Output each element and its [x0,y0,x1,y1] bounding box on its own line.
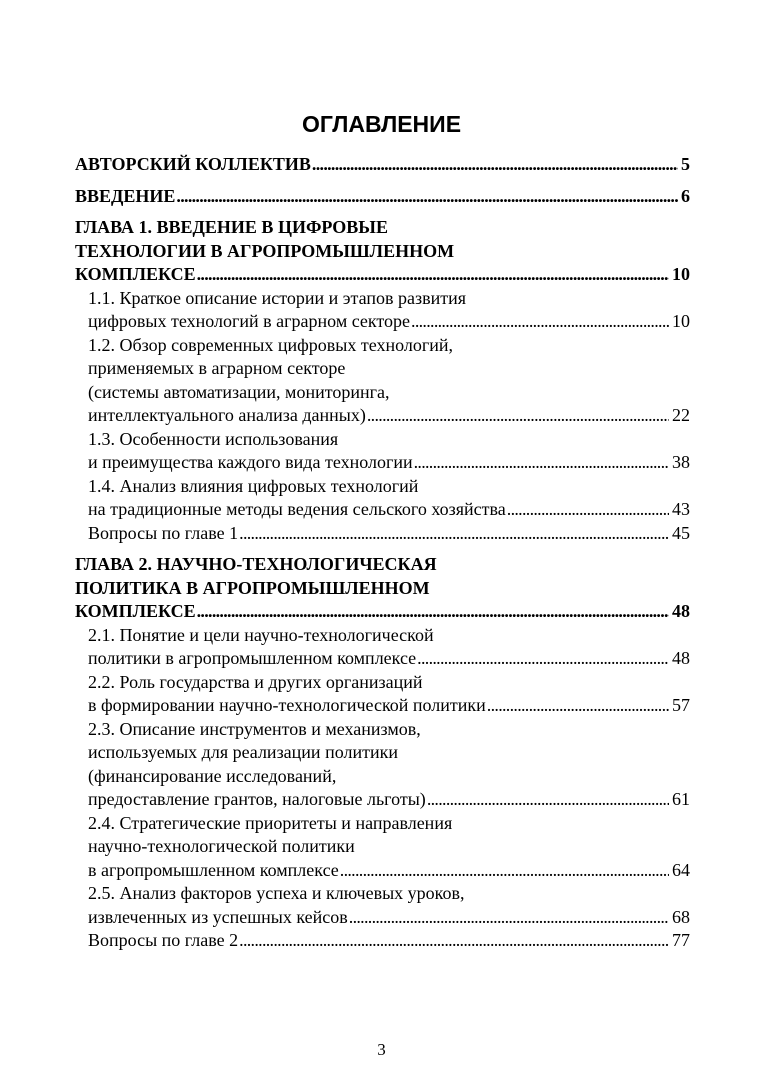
toc-entry-chapter[interactable] [75,185,690,209]
dot-leader [507,498,669,522]
toc-entry-title-line: в агропромышленном комплексе [88,859,339,880]
toc-entry-title-line: 2.2. Роль государства и других организаций [88,671,423,692]
dot-leader [487,694,669,718]
toc-entry-section[interactable] [75,475,690,522]
toc-entry-page-number: 43 [672,499,690,519]
toc-entry-title-line: Вопросы по главе 1 [88,522,239,543]
toc-entry-title-line: КОМПЛЕКСЕ [75,601,196,621]
toc-entry-page-number: 22 [672,405,690,425]
toc-entry-section[interactable] [75,624,690,671]
toc-entry-title-line: ПОЛИТИКА В АГРОПРОМЫШЛЕННОМ [75,577,430,598]
toc-entry-title-line: 2.4. Стратегические приоритеты и направления [88,812,453,833]
toc-entry-title-line: ВВЕДЕНИЕ [75,185,176,206]
dot-leader [411,310,669,334]
table-of-contents [75,149,690,953]
toc-entry-title-line: и преимущества каждого вида технологии [88,452,413,472]
toc-entry-page-number: 61 [672,789,690,809]
toc-entry-title-line: используемых для реализации политики [88,742,398,762]
toc-entry-title-line: 2.1. Понятие и цели научно-технологической [88,624,434,645]
toc-entry-q[interactable] [75,929,690,953]
toc-entry-page-number: 57 [672,695,690,715]
dot-leader [197,263,669,287]
page-title: ОГЛАВЛЕНИЕ [301,111,462,137]
toc-entry-title-line: интеллектуального анализа данных) [88,405,366,425]
toc-entry-page-number: 45 [672,522,690,543]
toc-entry-page-number: 10 [672,264,690,284]
toc-entry-title-line: применяемых в аграрном секторе [88,358,346,378]
dot-leader [176,185,678,209]
page-number: 3 [377,1040,386,1059]
toc-entry-title-line: ГЛАВА 1. ВВЕДЕНИЕ В ЦИФРОВЫЕ [75,217,388,237]
toc-entry-title-line: 1.4. Анализ влияния цифровых технологий [88,475,419,496]
toc-entry-page-number: 64 [672,859,690,880]
toc-entry-title-line: цифровых технологий в аграрном секторе [88,311,411,331]
toc-entry-page-number: 77 [672,930,690,950]
toc-entry-title-line: Вопросы по главе 2 [88,930,239,950]
toc-entry-title-line: в формировании научно-технологической политики [88,695,486,715]
toc-entry-title-line: предоставление грантов, налоговые льготы) [88,789,426,809]
toc-entry-page-number: 48 [672,648,690,668]
toc-entry-title-line: КОМПЛЕКСЕ [75,264,196,284]
toc-entry-page-number: 38 [672,452,690,472]
toc-entry-title-line: 1.3. Особенности использования [88,428,339,449]
toc-entry-chapter[interactable] [75,216,690,287]
toc-entry-section[interactable] [75,428,690,475]
toc-entry-title-line: 1.2. Обзор современных цифровых технологий, [88,334,454,355]
toc-entry-page-number: 6 [681,185,690,206]
dot-leader [417,647,669,671]
dot-leader [367,404,669,428]
toc-entry-section[interactable] [75,812,690,883]
toc-entry-page-number: 68 [672,906,690,927]
toc-entry-section[interactable] [75,718,690,812]
toc-entry-title-line: АВТОРСКИЙ КОЛЛЕКТИВ [75,154,311,174]
dot-leader [340,859,669,883]
toc-entry-section[interactable] [75,287,690,334]
toc-entry-page-number: 48 [672,601,690,621]
toc-entry-page-number: 5 [681,154,690,174]
toc-entry-chapter[interactable] [75,153,690,177]
toc-entry-section[interactable] [75,671,690,718]
toc-entry-title-line: (системы автоматизации, мониторинга, [88,381,390,402]
toc-entry-title-line: 1.1. Краткое описание истории и этапов развития [88,287,467,308]
toc-entry-title-line: на традиционные методы ведения сельского хозяйства [88,499,506,519]
toc-entry-title-line: научно-технологической политики [88,836,355,856]
toc-entry-section[interactable] [75,334,690,428]
dot-leader [349,906,669,930]
toc-entry-title-line: 2.3. Описание инструментов и механизмов, [88,718,421,739]
dot-leader [427,788,669,812]
dot-leader [239,929,669,953]
toc-entry-title-line: ГЛАВА 2. НАУЧНО-ТЕХНОЛОГИЧЕСКАЯ [75,554,437,574]
toc-entry-section[interactable] [75,882,690,929]
toc-entry-page-number: 10 [672,311,690,331]
toc-entry-title-line: извлеченных из успешных кейсов [88,906,348,927]
toc-entry-title-line: ТЕХНОЛОГИИ В АГРОПРОМЫШЛЕННОМ [75,240,455,261]
dot-leader [312,153,678,177]
dot-leader [197,600,669,624]
dot-leader [414,451,669,475]
toc-entry-title-line: 2.5. Анализ факторов успеха и ключевых уроков, [88,883,465,903]
toc-entry-q[interactable] [75,522,690,546]
dot-leader [239,522,669,546]
toc-entry-chapter[interactable] [75,553,690,624]
toc-entry-title-line: политики в агропромышленном комплексе [88,648,417,668]
toc-entry-title-line: (финансирование исследований, [88,765,337,786]
